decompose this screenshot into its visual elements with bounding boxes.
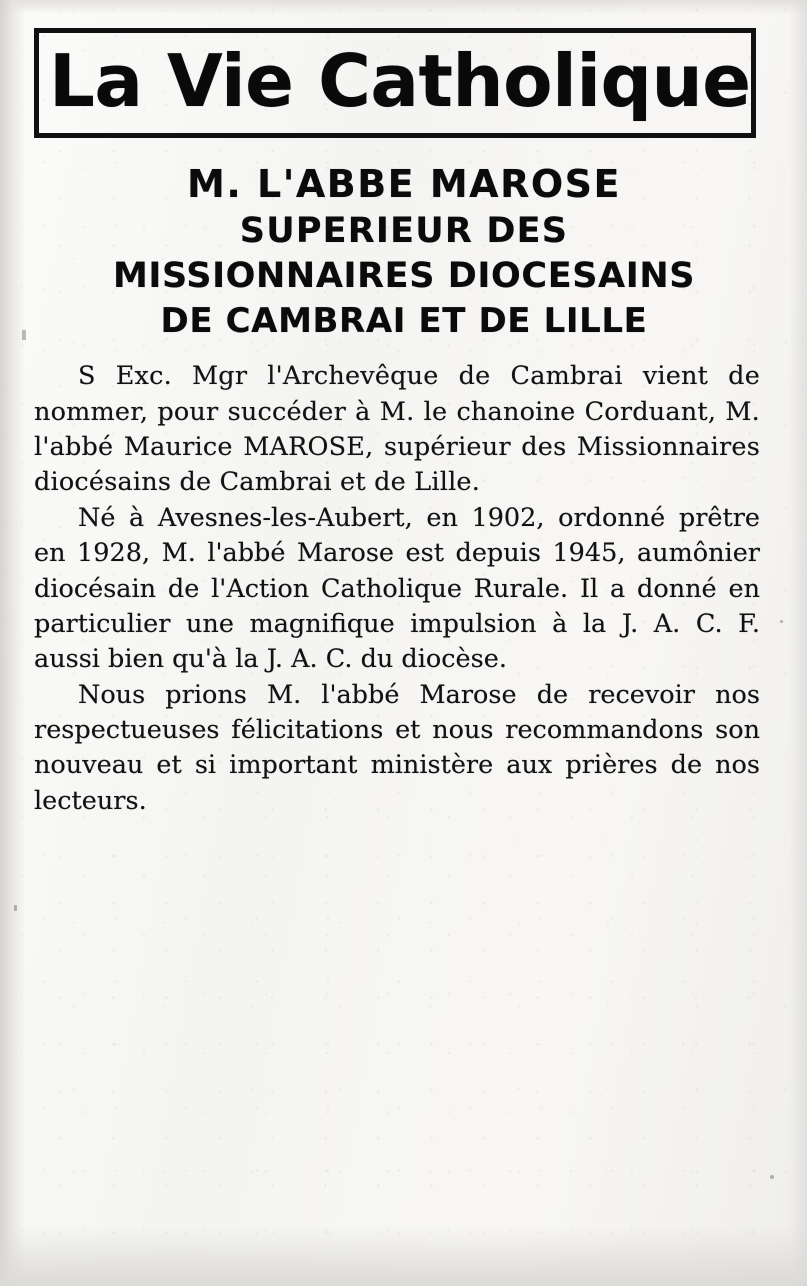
masthead-title: La Vie Catholique [49,39,751,123]
headline-line-1: M. L'ABBE MAROSE [187,162,621,207]
article-paragraph-3: Nous prions M. l'abbé Marose de recevoir nos respectueuses félicitations et nous recommandons son nouveau et si important ministère aux prières de nos lecteurs. [34,680,760,816]
page-gutter-right [789,0,807,1286]
scan-speckle [22,330,26,340]
headline-line-3: MISSIONNAIRES DIOCESAINS [112,255,696,296]
scan-speckle [14,905,17,911]
scan-speckle [780,620,783,623]
masthead-box [34,28,756,138]
article-paragraph-1: S Exc. Mgr l'Archevêque de Cambrai vient de nommer, pour succéder à M. le chanoine Corduant, M. l'abbé Maurice MAROSE, supérieur des Missionnaires diocésains de Cambrai et de Lille. [34,361,760,497]
page-gutter-left [0,0,26,1286]
article-paragraph-2: Né à Avesnes-les-Aubert, en 1902, ordonné prêtre en 1928, M. l'abbé Marose est depuis 1945, aumônier diocésain de l'Action Catholique Rurale. Il a donné en particulier une magnifique impulsion à la J. A. C. F. aussi bien qu'à la J. A. C. du diocèse. [34,503,760,674]
page-edge-top [0,0,807,14]
scan-speckle [770,1175,774,1179]
article-column [34,28,774,820]
headline-line-4: DE CAMBRAI ET DE LILLE [160,301,648,342]
page-edge-bottom [0,1226,807,1286]
article-body [34,359,760,818]
article-headline [34,160,774,343]
headline-line-2: SUPERIEUR DES [239,210,569,251]
